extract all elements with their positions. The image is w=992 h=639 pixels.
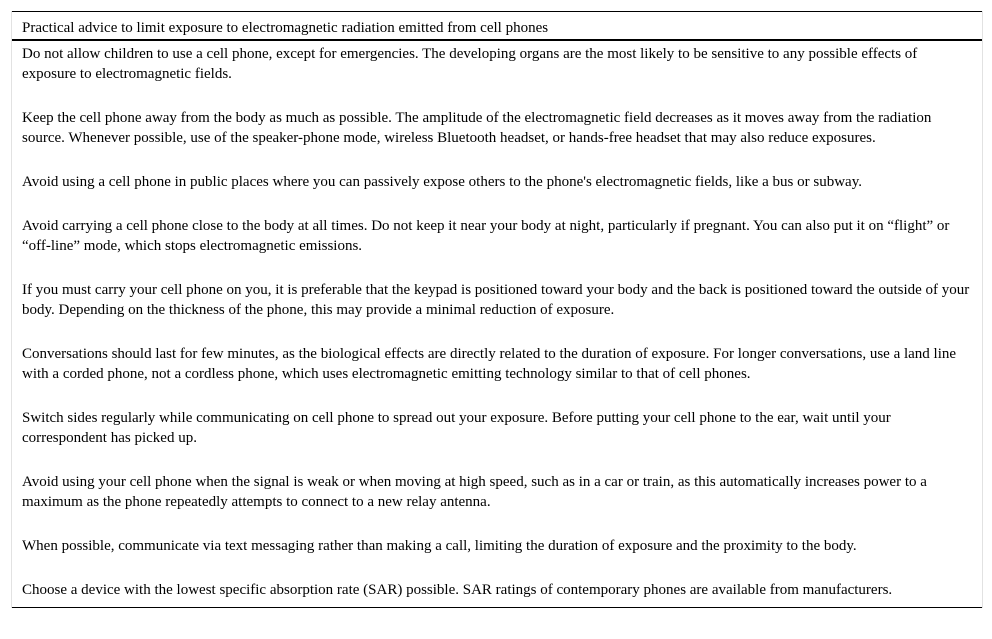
advice-table xyxy=(11,11,983,608)
table-row: Choose a device with the lowest specific absorption rate (SAR) possible. SAR ratings of contemporary phones are available from manufacturers. xyxy=(22,582,893,598)
table-row: Avoid using your cell phone when the signal is weak or when moving at high speed, such as in a car or train, as this automatically increases power to a maximum as the phone repeatedly attempts to connect to a new relay antenna. xyxy=(22,474,927,510)
table-row: When possible, communicate via text messaging rather than making a call, limiting the duration of exposure and the proximity to the body. xyxy=(22,538,857,554)
table-row: Keep the cell phone away from the body as much as possible. The amplitude of the electromagnetic field decreases as it moves away from the radiation source. Whenever possible, use of the speaker-phone mode, wireless Bluetooth headset, or hands-free headset that may also reduce exposures. xyxy=(22,110,932,146)
table-row: Do not allow children to use a cell phone, except for emergencies. The developing organs are the most likely to be sensitive to any possible effects of exposure to electromagnetic fields. xyxy=(22,46,918,82)
table-row: If you must carry your cell phone on you, it is preferable that the keypad is positioned toward your body and the back is positioned toward the outside of your body. Depending on the thickness of the phone, this may provide a minimal reduction of exposure. xyxy=(22,282,970,318)
table-row: Avoid carrying a cell phone close to the body at all times. Do not keep it near your body at night, particularly if pregnant. You can also put it on “flight” or “off-line” mode, which stops electromagnetic emissions. xyxy=(22,218,950,254)
table-row: Avoid using a cell phone in public places where you can passively expose others to the phone's electromagnetic fields, like a bus or subway. xyxy=(22,174,862,190)
table-row: Switch sides regularly while communicating on cell phone to spread out your exposure. Before putting your cell phone to the ear, wait until your correspondent has picked up. xyxy=(22,410,891,446)
table-body xyxy=(12,41,982,608)
table-header: Practical advice to limit exposure to electromagnetic radiation emitted from cell phones xyxy=(12,11,982,41)
table-row: Conversations should last for few minutes, as the biological effects are directly related to the duration of exposure. For longer conversations, use a land line with a corded phone, not a cordless phone, which uses electromagnetic emitting technology similar to that of cell phones. xyxy=(22,346,957,382)
